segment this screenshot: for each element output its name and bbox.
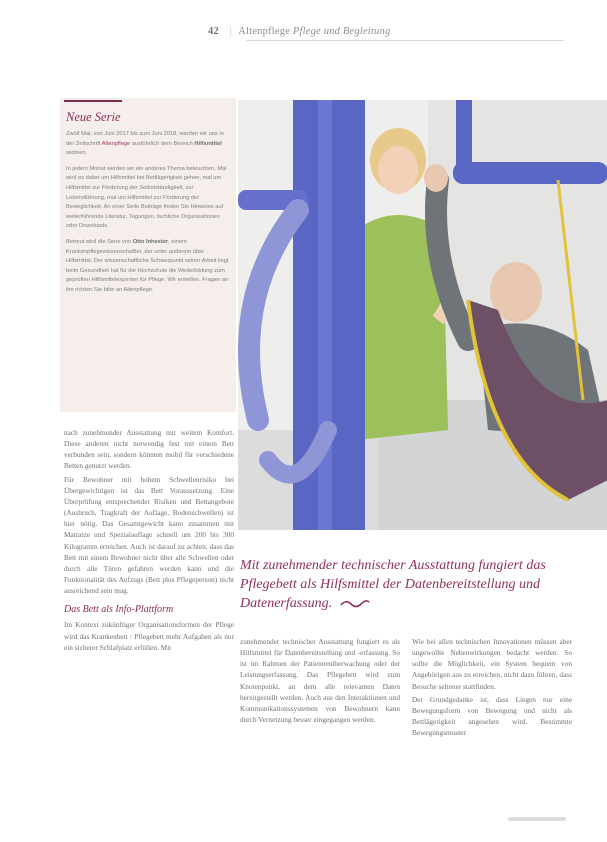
editor-note-text-a: Betreut wird die Serie von [66, 238, 133, 245]
header-topic: Pflege und Begleitung [292, 26, 391, 37]
subheading: Das Bett als Info-Plattform [64, 604, 174, 616]
editor-note-text-b: , einem Krankenpflegewissenschaftler, der unter anderem über Hilfsmittel. Der wissenschaftliche Schwerpunkt seiner Arbeit liegt beim Gesundheit hat für die Hochschule die Weiterbildung zum geprüften Hilfsmittelexperten für Pflege. Wir erstellen. Fragen an ihn richten Sie bitte an Altenpflege. [66, 238, 229, 293]
sidebar-accent-rule [64, 100, 122, 102]
running-header [208, 26, 390, 37]
series-title: Neue Serie [66, 110, 121, 124]
body-paragraph: Für Bewohner mit hohem Schwellenrisiko bei Übergewichtigen ist das Bett Voraussetzung. Eine Überprüfung entsprechender Risiken und Bettangebote (Ausbruch, Tragkraft der Auflage, Bodenschwellen) ist hier nötig. Das Gesamtgewicht kann zusammen mit Matratze und Spezialauflage schnell um 200 bis 300 Kilogramm erreichen. Auch ist darauf zu achten, dass das Bett mit einem Bewohner nicht über alle Schwellen oder durch alle Türen gefahren werden kann und die Funktionalität des Aufzugs (Bett plus Pflegeperson) nicht ausreichend sein mag. [64, 474, 234, 596]
photo-caption [240, 556, 580, 613]
squiggle-ornament-icon [340, 599, 370, 609]
editor-name: Otto Inhester [132, 238, 169, 245]
series-editor-note [66, 238, 230, 296]
body-paragraph: nach zunehmender Ausstattung mit weitem Komfort. Diese anderen nicht notwendig fest mit einem Bett verbunden sein, sondern könnten mobil für verschiedene Betten genutzt werden. [64, 428, 234, 471]
body-column-middle [240, 636, 400, 727]
header-separator: | [229, 26, 233, 37]
series-topic: Hilfsmittel [194, 140, 222, 147]
page-number: 42 [208, 26, 219, 37]
header-section: Altenpflege [238, 26, 291, 37]
series-info-box [60, 98, 236, 412]
series-intro-text-c: widmen. [66, 150, 88, 157]
series-intro-text-a: Zwölf Mal, von Juni 2017 bis zum Juni 2018, werden wir uns in der Zeitschrift [66, 131, 224, 147]
series-intro [66, 130, 230, 159]
body-column-left [64, 427, 234, 655]
header-rule [246, 40, 564, 41]
body-paragraph: Wie bei allen technischen Innovationen müssen aber ungewollte Nebenwirkungen bedacht werden. So sollte die Möglichkeit, ein System bequem von Angehörigen aus zu erreichen, nicht dazu führen, dass Besuche seltener stattfinden. [412, 637, 572, 691]
series-description: In jedem Monat werden wir ein anderes Thema beleuchten. Mal wird es dabei um Hilfsmittel bei Bettlägerigkeit gehen, mal um Hilfsmittel zur Förderung der Selbstständigkeit, zur Lebensführung, mal um Hilfsmittel zur Förderung der Beweglichkeit. An einer Seite Beiträge finden Sie Hinweise auf weiterführende Literatur, Tagungen, fachliche Organisationen oder Downloads. [66, 165, 227, 230]
body-column-right [412, 636, 572, 740]
body-paragraph: zunehmender technischer Ausstattung fungiert es als Hilfsmittel für Datenbereitstellung und -erfassung. So ist im Rahmen der Patientenüberwachung oder der Leistungserfassung. Das Pflegebett wird zum Knotenpunkt, an dem alle relevanten Daten bereitgestellt werden. Auch aus den Interaktionen und Kommunikationssystemen von Bewohnern kann durch Vernetzung besser eingegangen werden. [240, 637, 400, 725]
footer-logo-icon [508, 814, 566, 824]
photo-illustration [238, 100, 607, 530]
magazine-name: Altenpflege [101, 140, 131, 147]
patient-lift-photo [238, 100, 607, 530]
series-intro-text-b: ausführlich dem Bereich [130, 140, 195, 147]
caption-text: Mit zunehmender technischer Ausstattung fungiert das Pflegebett als Hilfsmittel der Datenbereitstellung und Datenerfassung. [240, 558, 546, 611]
body-paragraph: Im Kontext zukünftiger Organisationsformen der Pflege wird das Krankenbett / Pflegebett mehr Aufgaben als nur ein sicherer Schlafplatz erfüllen. Mit [64, 620, 234, 652]
body-paragraph: Der Grundgedanke ist, dass Liegen nur eine Bewegungsform von Bewegung und nicht als Bettlägerigkeit angesehen wird. Bestimmte Bewegungsmuster [412, 694, 572, 738]
